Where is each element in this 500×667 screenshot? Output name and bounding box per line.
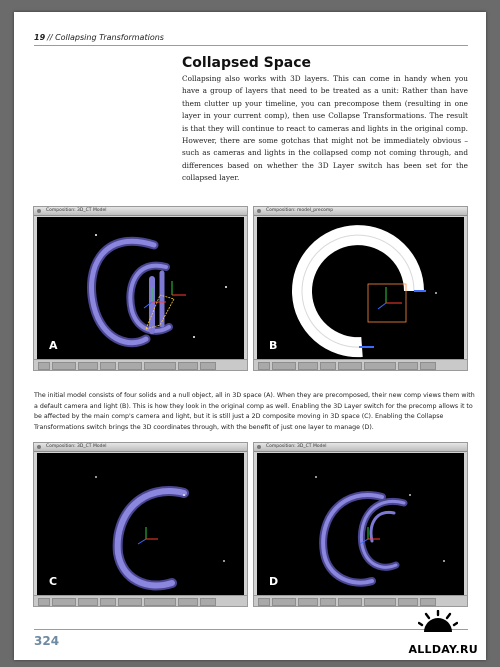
figure-d-screenshot [253,442,468,607]
figure-a-viewer-controls [34,359,247,370]
figure-c-screenshot [33,442,248,607]
figure-c-ring [34,443,247,606]
body-paragraph: Collapsing also works with 3D layers. This can come in handy when you have a group of layers that need to be treated as a unit: Rather than have them clutter up your timeline, you can precompose them (resulting in one layer in your current comp), then use Collapse Transformations. The result is that they will continue to react to cameras and lights in the original comp. However, there are some gotchas that might not be immediately obvious – such as cameras and lights in the collapsed comp not coming through, and differences based on whether the 3D Layer switch has been set for the collapsed layer. [182,74,468,183]
figure-c-label: C [49,575,58,588]
chapter-number: 19 [34,33,46,42]
page-number: 324 [34,634,60,648]
figure-b-title: Composition: model_precomp [266,208,334,213]
sun-icon [418,610,458,636]
figure-c-title: Composition: 3D_CT Model [46,444,107,449]
watermark-text: ALLDAY.RU [408,643,478,656]
book-page [14,12,486,660]
figure-b-ring [254,207,467,370]
figure-a-title: Composition: 3D_CT Model [46,208,107,213]
section-title: Collapsed Space [182,55,312,71]
figure-d-label: D [269,575,279,588]
figure-d-rings [254,443,467,606]
figure-a-label: A [49,339,58,352]
figure-b-viewer-controls [254,359,467,370]
figure-c-viewer-controls [34,595,247,606]
figure-a-screenshot [33,206,248,371]
running-head [34,33,164,42]
figure-b-screenshot [253,206,468,371]
figure-d-title: Composition: 3D_CT Model [266,444,327,449]
figure-b-label: B [269,339,278,352]
figure-caption: The initial model consists of four solids and a null object, all in 3D space (A). When they are precomposed, their new comp views them with a default camera and light (B). This is how they look in the original comp as well. Enabling the 3D Layer switch for the precomp allows it to be affected by the main comp's camera and light, but it is still just a 2D composite moving in 3D space (C). Enabling the Collapse Transformations switch brings the 3D coordinates through, with the benefit of just one layer to manage (D). [34,392,475,431]
chapter-title: // Collapsing Transformations [47,33,164,42]
figure-d-viewer-controls [254,595,467,606]
figure-a-rings [34,207,247,370]
header-rule [34,45,468,46]
watermark-logo [398,610,478,656]
